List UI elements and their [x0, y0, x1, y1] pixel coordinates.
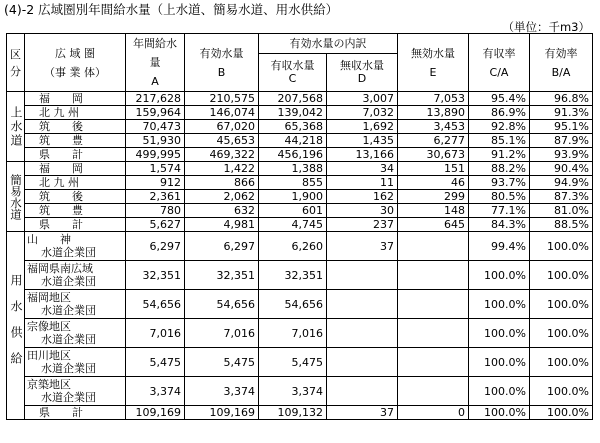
cell-effective: 109,169: [185, 406, 259, 420]
table-row: [7, 348, 593, 377]
total-row: [7, 148, 593, 162]
cell-annual: 6,297: [126, 232, 185, 261]
area-name: 福 岡: [25, 92, 126, 106]
cell-effective-rate: 88.5%: [530, 218, 593, 232]
table-row: [7, 290, 593, 319]
entity-name: [25, 348, 126, 377]
page-title: (4)-2 広域圏別年間給水量（上水道、簡易水道、用水供給）: [4, 2, 339, 17]
cell-revenue-rate: 95.4%: [469, 92, 530, 106]
cell-revenue: 1,388: [259, 162, 327, 176]
cell-revenue-rate: 92.8%: [469, 120, 530, 134]
cell-revenue-rate: 86.9%: [469, 106, 530, 120]
cell-revenue-rate: 100.0%: [469, 319, 530, 348]
area-name: 筑 豊: [25, 134, 126, 148]
cell-nonrevenue: 37: [327, 232, 398, 261]
cell-effective: 632: [185, 204, 259, 218]
cell-revenue: 7,016: [259, 319, 327, 348]
cell-invalid: 46: [398, 176, 469, 190]
cell-invalid: 151: [398, 162, 469, 176]
cell-invalid: [398, 232, 469, 261]
cell-nonrevenue: 37: [327, 406, 398, 420]
cell-revenue-rate: 84.3%: [469, 218, 530, 232]
cell-effective-rate: 96.8%: [530, 92, 593, 106]
area-name: 筑 後: [25, 190, 126, 204]
cell-effective-rate: 95.1%: [530, 120, 593, 134]
cell-invalid: 3,453: [398, 120, 469, 134]
cell-effective: 146,074: [185, 106, 259, 120]
cell-annual: 3,374: [126, 377, 185, 406]
header-revenue: 有収水量 C: [259, 53, 327, 91]
entity-name: [25, 377, 126, 406]
cell-revenue-rate: 100.0%: [469, 290, 530, 319]
cell-annual: 217,628: [126, 92, 185, 106]
header-revenue-rate: 有収率 C/A: [469, 34, 530, 92]
cell-annual: 499,995: [126, 148, 185, 162]
total-label: 県 計: [25, 218, 126, 232]
entity-name-line1: 京築地区: [27, 378, 71, 391]
cell-nonrevenue: 237: [327, 218, 398, 232]
table-row: [7, 92, 593, 106]
cell-annual: 109,169: [126, 406, 185, 420]
group-label: 用水供給: [7, 232, 25, 420]
cell-effective-rate: 90.4%: [530, 162, 593, 176]
cell-revenue: 4,745: [259, 218, 327, 232]
entity-name: [25, 290, 126, 319]
cell-annual: 5,475: [126, 348, 185, 377]
cell-effective: 1,422: [185, 162, 259, 176]
table-row: [7, 162, 593, 176]
cell-revenue-rate: 93.7%: [469, 176, 530, 190]
cell-revenue-rate: 77.1%: [469, 204, 530, 218]
table-row: [7, 120, 593, 134]
entity-name: [25, 319, 126, 348]
entity-name-line2: 水道企業団: [41, 275, 96, 288]
cell-invalid: 13,890: [398, 106, 469, 120]
cell-effective: 45,653: [185, 134, 259, 148]
cell-nonrevenue: 11: [327, 176, 398, 190]
entity-name-line2: 水道企業団: [41, 391, 96, 404]
cell-nonrevenue: 1,692: [327, 120, 398, 134]
cell-nonrevenue: [327, 348, 398, 377]
entity-name-line2: 水道企業団: [41, 304, 96, 317]
cell-invalid: 0: [398, 406, 469, 420]
cell-revenue: 65,368: [259, 120, 327, 134]
cell-revenue: 109,132: [259, 406, 327, 420]
table-row: [7, 261, 593, 290]
total-row: [7, 218, 593, 232]
cell-effective-rate: 100.0%: [530, 377, 593, 406]
entity-name-line2: 水道企業団: [41, 246, 96, 259]
cell-effective: 866: [185, 176, 259, 190]
cell-annual: 2,361: [126, 190, 185, 204]
cell-effective-rate: 100.0%: [530, 406, 593, 420]
table-row: [7, 190, 593, 204]
cell-effective-rate: 94.9%: [530, 176, 593, 190]
cell-revenue: 1,900: [259, 190, 327, 204]
entity-name: [25, 261, 126, 290]
cell-annual: 5,627: [126, 218, 185, 232]
cell-invalid: 7,053: [398, 92, 469, 106]
cell-annual: 1,574: [126, 162, 185, 176]
cell-annual: 32,351: [126, 261, 185, 290]
area-name: 筑 豊: [25, 204, 126, 218]
cell-invalid: 645: [398, 218, 469, 232]
area-name: 北 九 州: [25, 176, 126, 190]
cell-revenue-rate: 91.2%: [469, 148, 530, 162]
cell-nonrevenue: 3,007: [327, 92, 398, 106]
header-area: 広 域 圏 （事 業 体）: [25, 34, 126, 92]
group-label: 簡易水道: [7, 162, 25, 232]
cell-effective-rate: 93.9%: [530, 148, 593, 162]
area-name: 福 岡: [25, 162, 126, 176]
cell-effective: 6,297: [185, 232, 259, 261]
cell-revenue: 456,196: [259, 148, 327, 162]
cell-effective-rate: 100.0%: [530, 290, 593, 319]
cell-invalid: 6,277: [398, 134, 469, 148]
table-row: [7, 106, 593, 120]
header-breakdown: 有効水量の内訳: [259, 34, 398, 54]
cell-nonrevenue: 162: [327, 190, 398, 204]
cell-revenue-rate: 100.0%: [469, 377, 530, 406]
cell-effective: 210,575: [185, 92, 259, 106]
cell-annual: 7,016: [126, 319, 185, 348]
entity-name-line2: 水道企業団: [41, 362, 96, 375]
cell-revenue-rate: 80.5%: [469, 190, 530, 204]
cell-effective-rate: 100.0%: [530, 348, 593, 377]
cell-effective-rate: 100.0%: [530, 232, 593, 261]
cell-revenue-rate: 100.0%: [469, 406, 530, 420]
entity-name: [25, 232, 126, 261]
cell-annual: 780: [126, 204, 185, 218]
cell-effective: 67,020: [185, 120, 259, 134]
cell-effective: 32,351: [185, 261, 259, 290]
cell-effective-rate: 87.3%: [530, 190, 593, 204]
header-effective-rate: 有効率 B/A: [530, 34, 593, 92]
cell-nonrevenue: [327, 377, 398, 406]
cell-invalid: 299: [398, 190, 469, 204]
cell-effective-rate: 87.9%: [530, 134, 593, 148]
cell-nonrevenue: 34: [327, 162, 398, 176]
cell-revenue-rate: 85.1%: [469, 134, 530, 148]
cell-invalid: [398, 290, 469, 319]
cell-revenue: 207,568: [259, 92, 327, 106]
cell-effective: 2,062: [185, 190, 259, 204]
cell-revenue: 44,218: [259, 134, 327, 148]
cell-invalid: [398, 348, 469, 377]
group-label: 上水道: [7, 92, 25, 162]
cell-revenue-rate: 100.0%: [469, 261, 530, 290]
cell-annual: 159,964: [126, 106, 185, 120]
cell-effective: 4,981: [185, 218, 259, 232]
cell-revenue-rate: 88.2%: [469, 162, 530, 176]
cell-invalid: 148: [398, 204, 469, 218]
water-supply-table: [6, 33, 593, 420]
cell-invalid: [398, 261, 469, 290]
cell-invalid: 30,673: [398, 148, 469, 162]
total-label: 県 計: [25, 406, 126, 420]
cell-effective-rate: 91.3%: [530, 106, 593, 120]
area-name: 筑 後: [25, 120, 126, 134]
cell-annual: 51,930: [126, 134, 185, 148]
entity-name-line1: 宗像地区: [27, 320, 71, 333]
cell-nonrevenue: [327, 261, 398, 290]
table-row: [7, 232, 593, 261]
cell-effective: 5,475: [185, 348, 259, 377]
cell-revenue-rate: 100.0%: [469, 348, 530, 377]
cell-effective-rate: 100.0%: [530, 261, 593, 290]
entity-name-line1: 福岡県南広域: [27, 262, 93, 275]
cell-revenue: 139,042: [259, 106, 327, 120]
cell-annual: 54,656: [126, 290, 185, 319]
table-row: [7, 204, 593, 218]
table-row: [7, 319, 593, 348]
cell-nonrevenue: 1,435: [327, 134, 398, 148]
total-label: 県 計: [25, 148, 126, 162]
cell-effective: 7,016: [185, 319, 259, 348]
header-kubun: 区分: [7, 34, 25, 92]
cell-invalid: [398, 319, 469, 348]
cell-effective: 54,656: [185, 290, 259, 319]
cell-annual: 70,473: [126, 120, 185, 134]
cell-nonrevenue: 30: [327, 204, 398, 218]
cell-revenue: 6,260: [259, 232, 327, 261]
entity-name-line2: 水道企業団: [41, 333, 96, 346]
header-invalid: 無効水量 E: [398, 34, 469, 92]
cell-effective: 469,322: [185, 148, 259, 162]
cell-revenue: 54,656: [259, 290, 327, 319]
header-annual: 年間給水量 A: [126, 34, 185, 92]
area-name: 北 九 州: [25, 106, 126, 120]
cell-nonrevenue: [327, 319, 398, 348]
entity-name-line1: 福岡地区: [27, 291, 71, 304]
cell-revenue: 5,475: [259, 348, 327, 377]
cell-revenue: 3,374: [259, 377, 327, 406]
total-row: [7, 406, 593, 420]
unit-label: （単位：千m3）: [502, 20, 590, 34]
header-row-1: [7, 34, 593, 54]
header-effective: 有効水量 B: [185, 34, 259, 92]
cell-effective-rate: 100.0%: [530, 319, 593, 348]
entity-name-line1: 田川地区: [27, 349, 71, 362]
cell-revenue: 855: [259, 176, 327, 190]
cell-nonrevenue: [327, 290, 398, 319]
cell-annual: 912: [126, 176, 185, 190]
cell-effective-rate: 81.0%: [530, 204, 593, 218]
cell-revenue-rate: 99.4%: [469, 232, 530, 261]
entity-name-line1: 山 神: [27, 233, 71, 246]
table-row: [7, 176, 593, 190]
table-row: [7, 377, 593, 406]
table-row: [7, 134, 593, 148]
cell-nonrevenue: 13,166: [327, 148, 398, 162]
cell-invalid: [398, 377, 469, 406]
cell-effective: 3,374: [185, 377, 259, 406]
cell-nonrevenue: 7,032: [327, 106, 398, 120]
cell-revenue: 32,351: [259, 261, 327, 290]
cell-revenue: 601: [259, 204, 327, 218]
header-nonrevenue: 無収水量 D: [327, 53, 398, 91]
